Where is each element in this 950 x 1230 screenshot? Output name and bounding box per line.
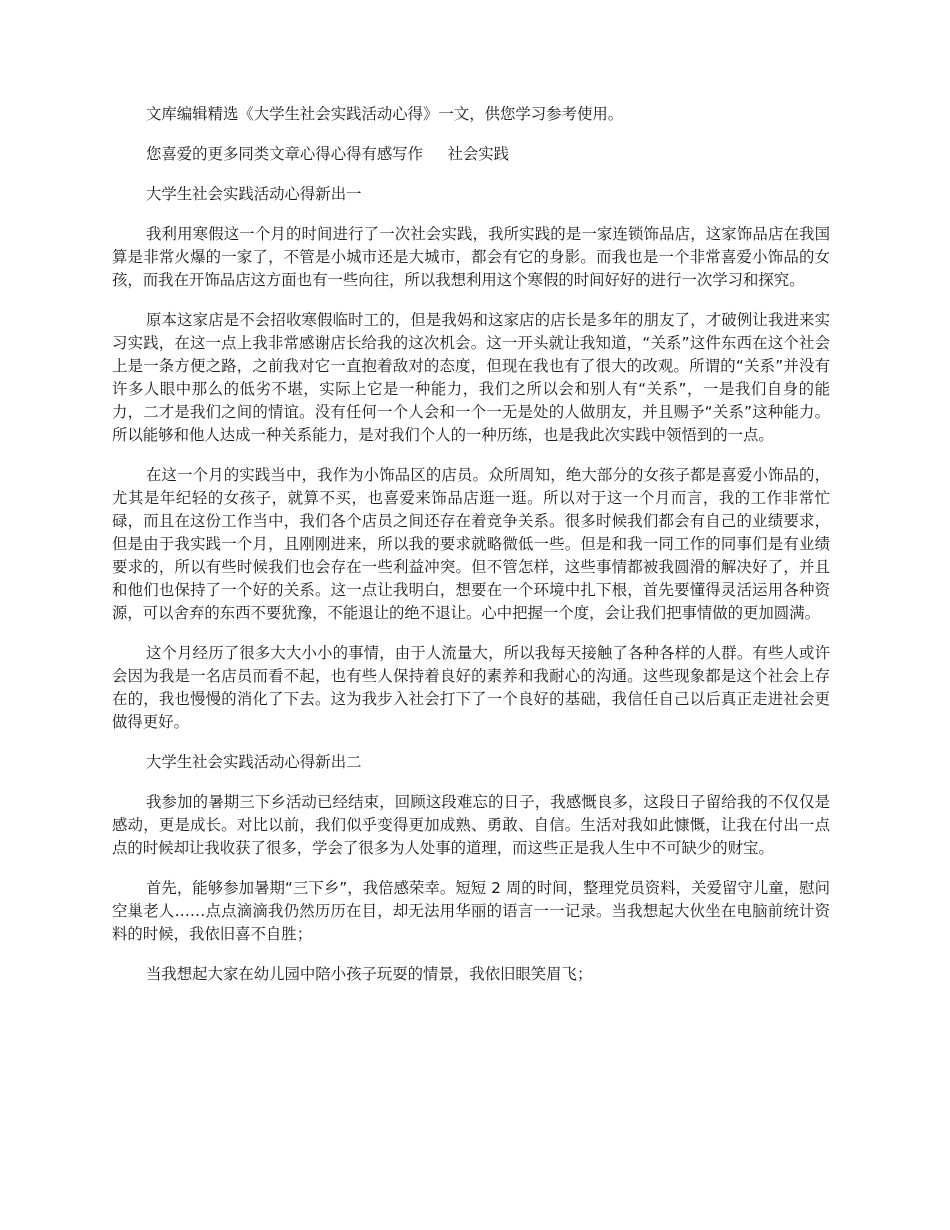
document-page bbox=[112, 103, 830, 1003]
body-paragraph: 在这一个月的实践当中，我作为小饰品区的店员。众所周知，绝大部分的女孩子都是喜爱小饰品的，尤其是年纪轻的女孩子，就算不买，也喜爱来饰品店逛一逛。所以对于这一个月而言，我的工作非常忙碌，而且在这份工作当中，我们各个店员之间还存在着竞争关系。很多时候我们都会有自己的业绩要求，但是由于我实践一个月，且刚刚进来，所以我的要求就略微低一些。但是和我一同工作的同事们是有业绩要求的，所以有些时候我们也会存在一些利益冲突。但不管怎样，这些事情都被我圆滑的解决好了，并且和他们也保持了一个好的关系。这一点让我明白，想要在一个环境中扎下根，首先要懂得灵活运用各种资源，可以舍弃的东西不要犹豫，不能退让的绝不退让。心中把握一个度，会让我们把事情做的更加圆满。 bbox=[112, 466, 830, 622]
intro-line: 文库编辑精选《大学生社会实践活动心得》一文，供您学习参考使用。 bbox=[146, 105, 624, 123]
section-title-2: 大学生社会实践活动心得新出二 bbox=[146, 753, 362, 771]
body-paragraph: 原本这家店是不会招收寒假临时工的，但是我妈和这家店的店长是多年的朋友了，才破例让我进来实习实践，在这一点上我非常感谢店长给我的这次机会。这一开头就让我知道，“关系”这件东西在这个社会上是一条方便之路，之前我对它一直抱着敌对的态度，但现在我也有了很大的改观。所谓的“关系”并没有许多人眼中那么的低劣不堪，实际上它是一种能力，我们之所以会和别人有“关系”，一是我们自身的能力，二才是我们之间的情谊。没有任何一个人会和一个一无是处的人做朋友，并且赐予“关系”这种能力。所以能够和他人达成一种关系能力，是对我们个人的一种历练，也是我此次实践中领悟到的一点。 bbox=[112, 311, 830, 444]
body-paragraph: 当我想起大家在幼儿园中陪小孩子玩耍的情景，我依旧眼笑眉飞； bbox=[146, 965, 593, 983]
body-paragraph: 我利用寒假这一个月的时间进行了一次社会实践，我所实践的是一家连锁饰品店，这家饰品店在我国算是非常火爆的一家了，不管是小城市还是大城市，都会有它的身影。而我也是一个非常喜爱小饰品的女孩，而我在开饰品店这方面也有一些向往，所以我想利用这个寒假的时间好好的进行一次学习和探究。 bbox=[112, 225, 830, 289]
body-paragraph: 我参加的暑期三下乡活动已经结束，回顾这段难忘的日子，我感慨良多，这段日子留给我的不仅仅是感动，更是成长。对比以前，我们似乎变得更加成熟、勇敢、自信。生活对我如此慷慨，让我在付出一点点的时候却让我收获了很多，学会了很多为人处事的道理，而这些正是我人生中不可缺少的财宝。 bbox=[112, 793, 830, 857]
related-articles-line: 您喜爱的更多同类文章心得心得有感写作 社会实践 bbox=[146, 145, 510, 163]
section-title-1: 大学生社会实践活动心得新出一 bbox=[146, 185, 362, 203]
body-paragraph: 首先，能够参加暑期“三下乡”，我倍感荣幸。短短 2 周的时间，整理党员资料，关爱留守儿童，慰问空巢老人……点点滴滴我仍然历历在目，却无法用华丽的语言一一记录。当我想起大伙坐在电脑前统计资料的时候，我依旧喜不自胜； bbox=[112, 879, 830, 943]
body-paragraph: 这个月经历了很多大大小小的事情，由于人流量大，所以我每天接触了各种各样的人群。有些人或许会因为我是一名店员而看不起，也有些人保持着良好的素养和我耐心的沟通。这些现象都是这个社会上存在的，我也慢慢的消化了下去。这为我步入社会打下了一个良好的基础，我信任自己以后真正走进社会更做得更好。 bbox=[112, 644, 830, 731]
